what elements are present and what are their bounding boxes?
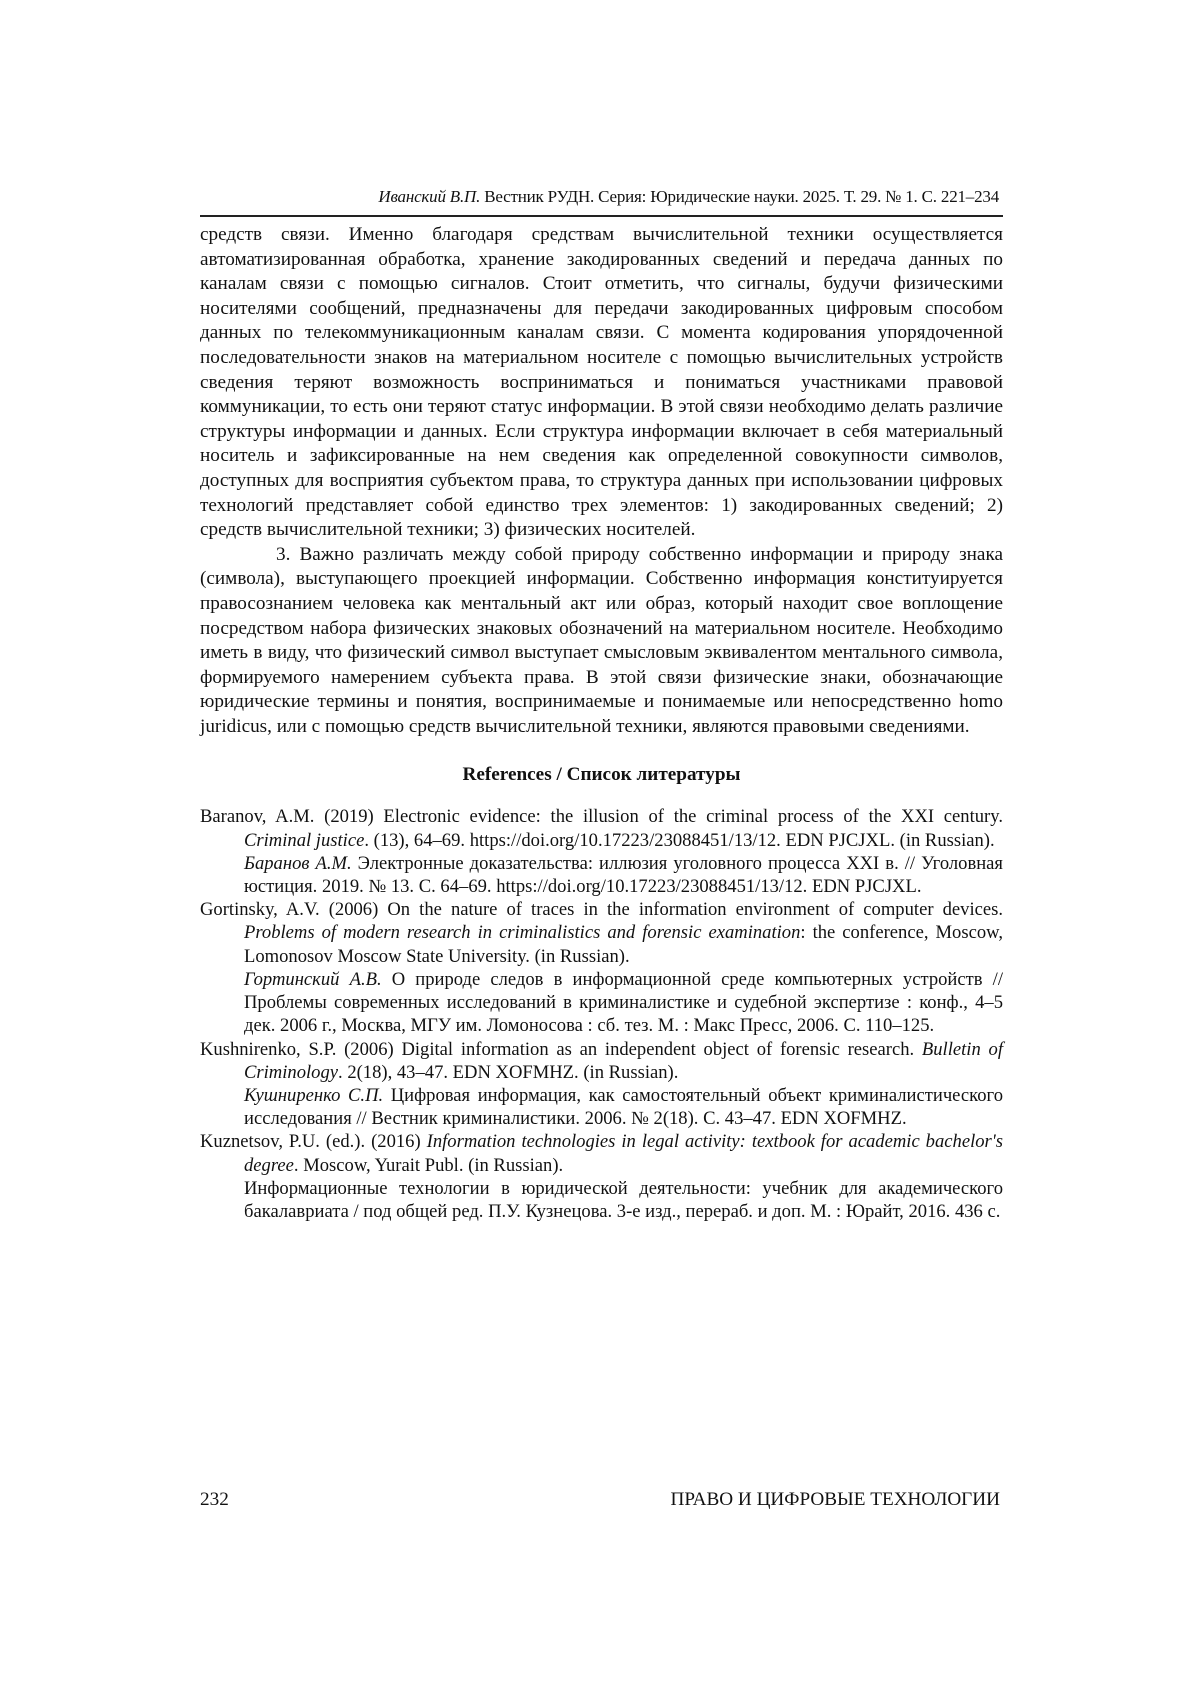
reference-ru <box>200 968 1003 1038</box>
reference-text: Gortinsky, A.V. (2006) On the nature of traces in the information environment of computer devices. <box>200 899 1003 921</box>
reference-ru <box>200 1084 1003 1130</box>
reference-text: . (13), 64–69. https://doi.org/10.17223/23088451/13/12. EDN PJCJXL. (in Russian). <box>364 829 995 851</box>
reference-en <box>200 1130 1003 1176</box>
reference-item <box>200 1038 1003 1131</box>
reference-text: . 2(18), 43–47. EDN XOFMHZ. (in Russian). <box>338 1061 679 1083</box>
reference-author: Баранов А.М. <box>244 852 352 874</box>
reference-text: Цифровая информация, как самостоятельный объект криминалистического исследования // Вестник криминалистики. 2006. № 2(18). С. 43–47. EDN XOFMHZ. <box>244 1084 1003 1130</box>
reference-source: Problems of modern research in criminalistics and forensic examination <box>244 922 801 944</box>
running-head-citation: Вестник РУДН. Серия: Юридические науки. 2025. Т. 29. № 1. С. 221–234 <box>480 187 999 206</box>
reference-text: О природе следов в информационной среде компьютерных устройств // Проблемы современных исследований в криминалистике и судебной экспертизе : конф., 4–5 дек. 2006 г., Москва, МГУ им. Ломоносова : сб. тез. М. : Макс Пресс, 2006. С. 110–125. <box>244 968 1003 1037</box>
body-paragraph: средств связи. Именно благодаря средствам вычислительной техники осуществляется автоматизированная обработка, хранение закодированных сведений и передача данных по каналам связи с помощью сигналов. Стоит отметить, что сигналы, будучи физическими носителями сообщений, предназначены для передачи закодированных цифровым способом данных по телекоммуникационным каналам связи. С момента кодирования упорядоченной последовательности знаков на материальном носителе с помощью вычислительных устройств сведения теряют возможность восприниматься и пониматься участниками правовой коммуникации, то есть они теряют статус информации. В этой связи необходимо делать различие структуры информации и данных. Если структура информации включает в себя материальный носитель и зафиксированные на нем сведения как определенной совокупности символов, доступных для восприятия субъектом права, то структура данных при использовании цифровых технологий представляет собой единство трех элементов: 1) закодированных сведений; 2) средств вычислительной техники; 3) физических носителей. <box>200 224 1003 541</box>
reference-source: Criminal justice <box>244 829 365 851</box>
reference-text: Информационные технологии в юридической деятельности: учебник для академического бакалавриата / под общей ред. П.У. Кузнецова. 3-е изд., перераб. и доп. М. : Юрайт, 2016. 436 с. <box>244 1177 1003 1222</box>
references-title: References / Список литературы <box>462 764 741 786</box>
running-head-author: Иванский В.П. <box>378 187 481 206</box>
reference-source: Bulletin of Criminology <box>244 1038 1003 1083</box>
reference-author: Гортинский А.В. <box>244 968 382 990</box>
reference-en <box>200 1038 1003 1084</box>
reference-item <box>200 898 1003 1037</box>
reference-author: Кушниренко С.П. <box>244 1084 384 1106</box>
journal-section: ПРАВО И ЦИФРОВЫЕ ТЕХНОЛОГИИ <box>670 1489 1000 1510</box>
body-paragraph: 3. Важно различать между собой природу собственно информации и природу знака (символа), выступающего проекцией информации. Собственно информация конституируется правосознанием человека как ментальный акт или образ, который находит свое воплощение посредством набора физических знаковых обозначений на материальном носителе. Необходимо иметь в виду, что физический символ выступает смысловым эквивалентом ментального символа, формируемого намерением субъекта права. В этой связи физические знаки, обозначающие юридические термины и понятия, воспринимаемые и понимаемые или непосредственно homo juridicus, или с помощью средств вычислительной техники, являются правовыми сведениями. <box>200 543 1003 737</box>
reference-text: Kuznetsov, P.U. (ed.). (2016) <box>200 1131 427 1153</box>
reference-ru <box>200 1177 1003 1223</box>
reference-text: : the conference, Moscow, Lomonosov Moscow State University. (in Russian). <box>244 922 1003 967</box>
reference-text: Baranov, A.M. (2019) Electronic evidence: the illusion of the criminal process of the XXI century. <box>200 806 1003 828</box>
reference-source: Information technologies in legal activity: textbook for academic bachelor's degree <box>244 1131 1003 1176</box>
reference-en <box>200 898 1003 968</box>
header-rule <box>200 215 1003 217</box>
body-text <box>200 223 1003 739</box>
reference-text: Kushnirenko, S.P. (2006) Digital information as an independent object of forensic research. <box>200 1038 922 1060</box>
reference-item <box>200 805 1003 898</box>
references-list <box>200 805 1003 1223</box>
page-number: 232 <box>200 1489 229 1510</box>
reference-item <box>200 1130 1003 1223</box>
reference-text: Электронные доказательства: иллюзия уголовного процесса XXI в. // Уголовная юстиция. 2019. № 13. С. 64–69. https://doi.org/10.17223/23088451/13/12. EDN PJCJXL. <box>244 852 1003 898</box>
reference-en <box>200 805 1003 851</box>
running-head <box>200 186 1003 208</box>
page-content <box>200 186 1003 1223</box>
reference-text: . Moscow, Yurait Publ. (in Russian). <box>293 1154 564 1176</box>
reference-ru <box>200 852 1003 898</box>
